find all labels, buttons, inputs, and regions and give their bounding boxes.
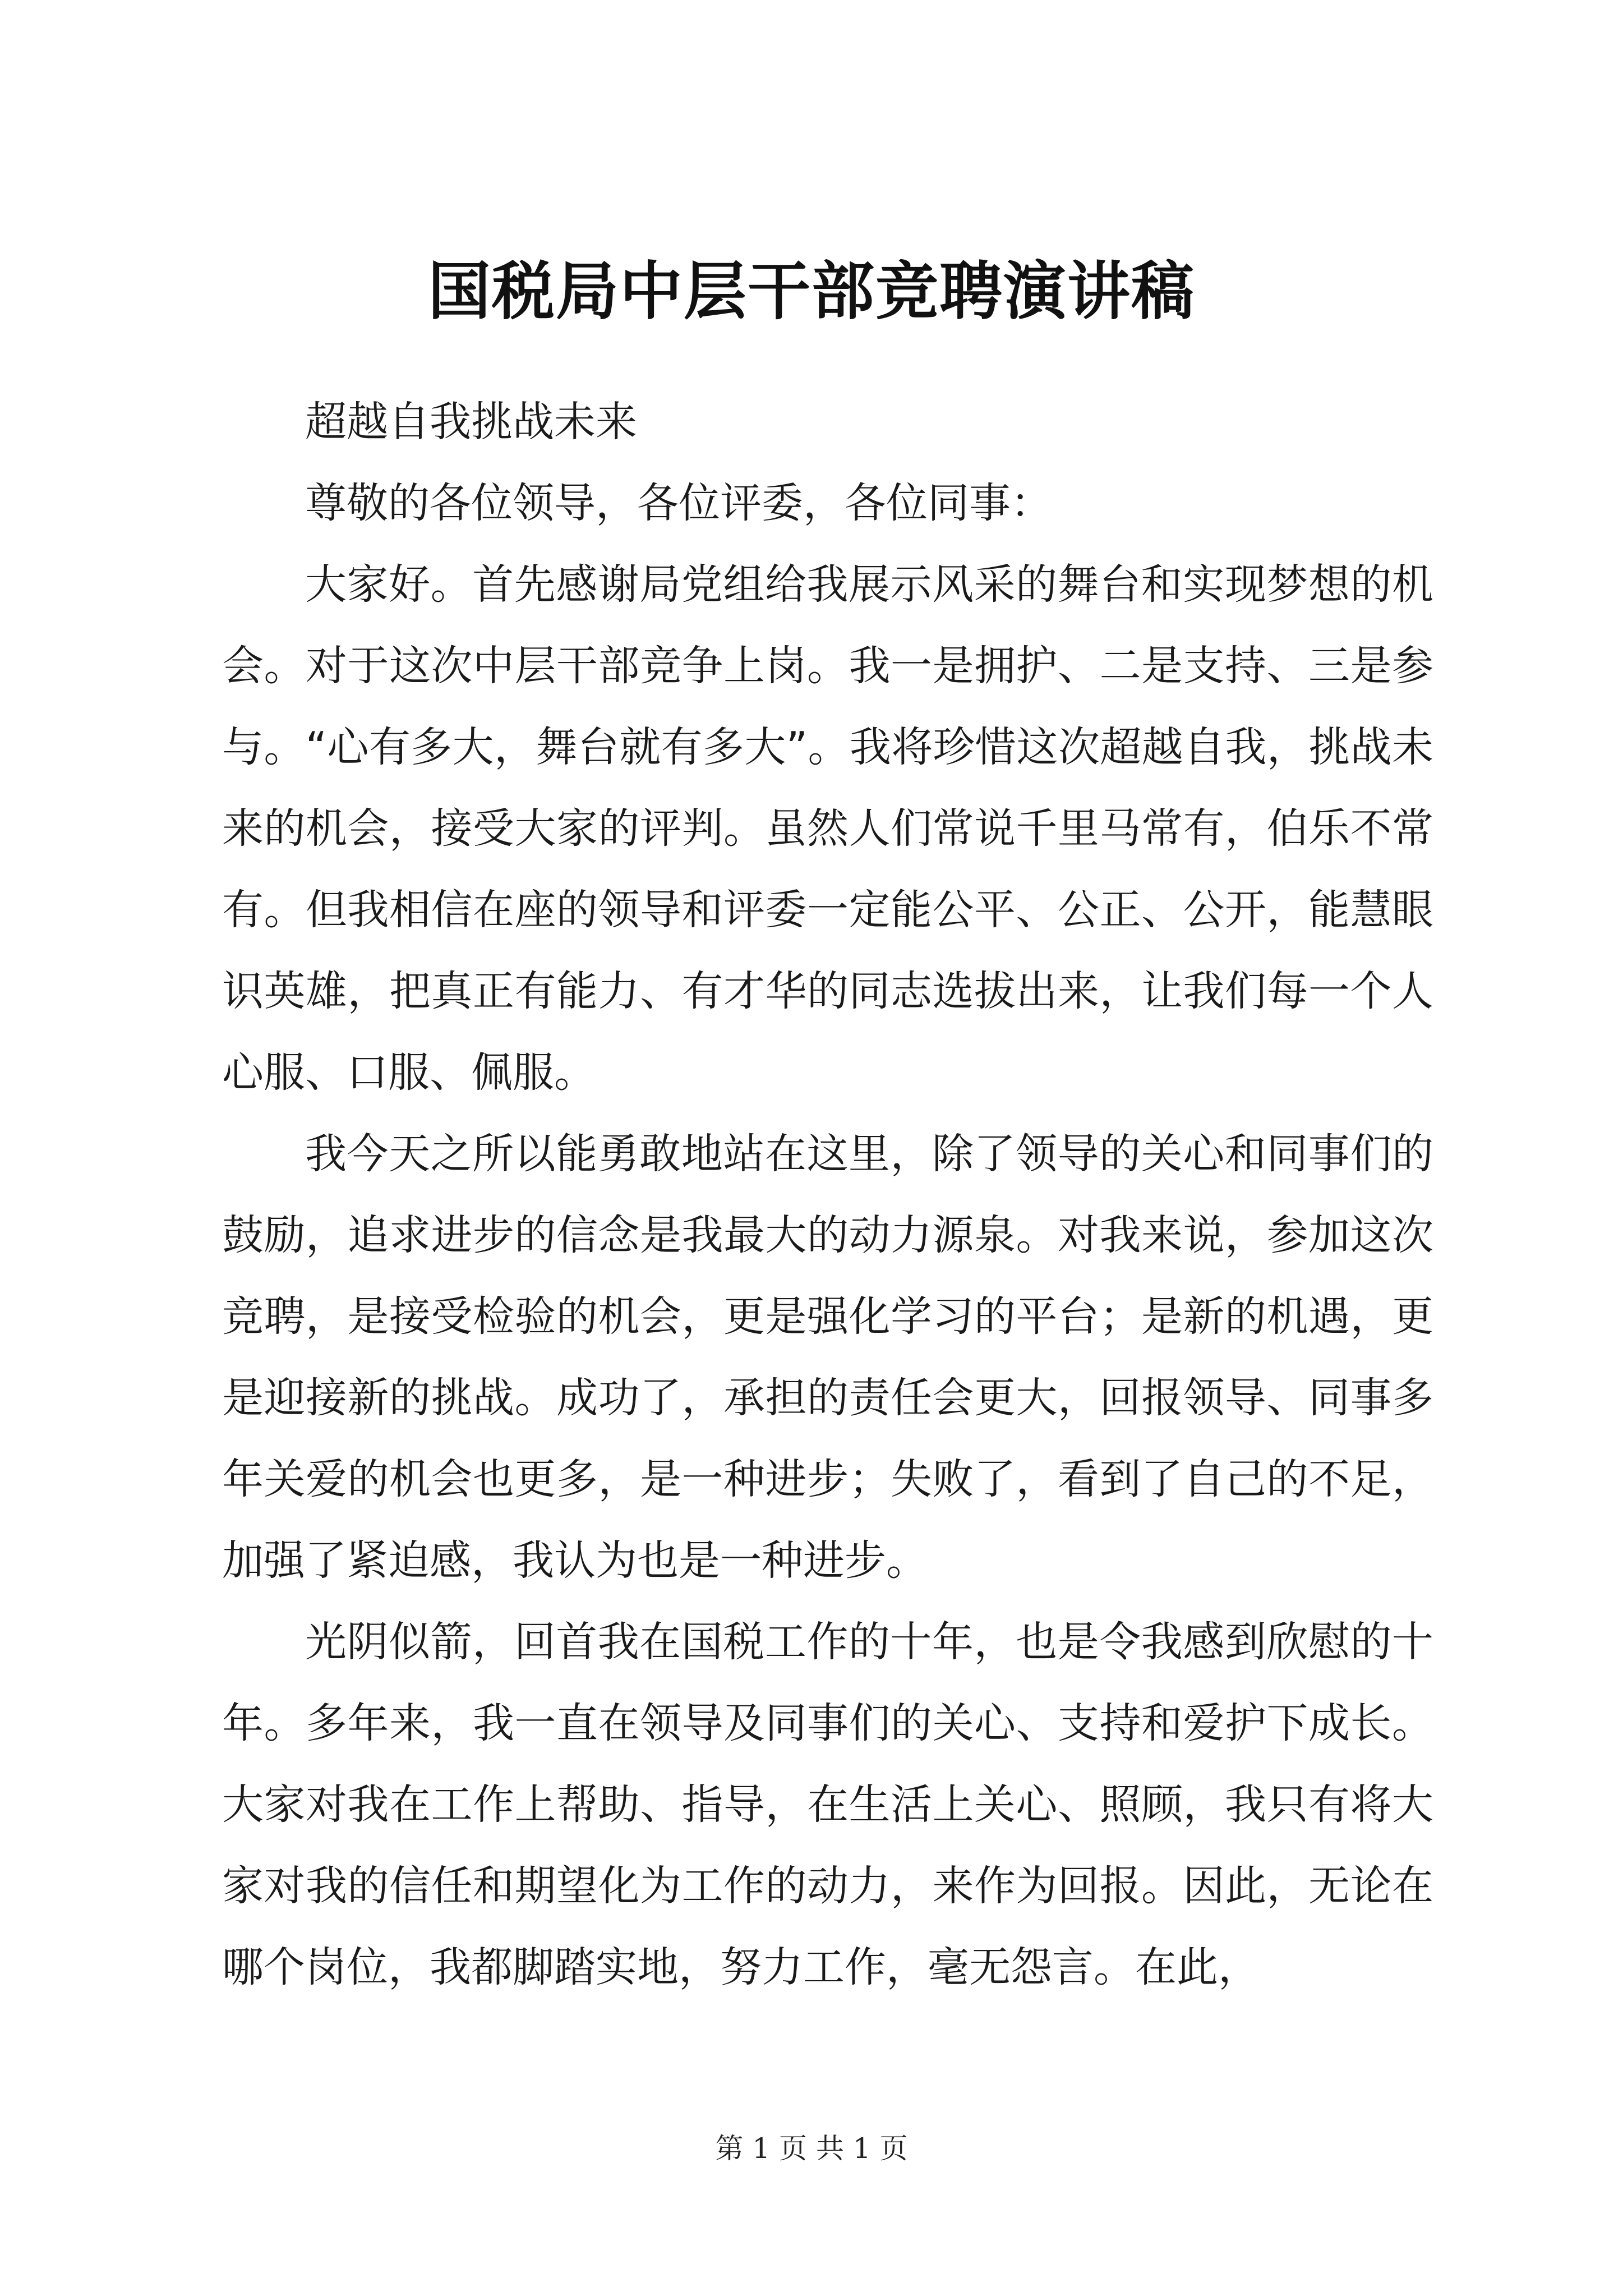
salutation-paragraph: 尊敬的各位领导，各位评委，各位同事： xyxy=(305,479,1052,527)
body-paragraph: 大家好。首先感谢局党组给我展示风采的舞台和实现梦想的机会。对于这次中层干部竞争上岗。我一是拥护、二是支持、三是参与。“心有多大，舞台就有多大”。我将珍惜这次超越自我，挑战未来的机会，接受大家的评判。虽然人们常说千里马常有，伯乐不常有。但我相信在座的领导和评委一定能公平、公正、公开，能慧眼识英雄，把真正有能力、有才华的同志选拔出来，让我们每一个人心服、口服、佩服。 xyxy=(222,560,1433,1097)
body-paragraph: 光阴似箭，回首我在国税工作的十年，也是令我感到欣慰的十年。多年来，我一直在领导及同事们的关心、支持和爱护下成长。大家对我在工作上帮助、指导，在生活上关心、照顾，我只有将大家对我的信任和期望化为工作的动力，来作为回报。因此，无论在哪个岗位，我都脚踏实地，努力工作，毫无怨言。在此， xyxy=(222,1618,1433,1991)
document-body xyxy=(222,381,1433,2008)
subtitle-paragraph: 超越自我挑战未来 xyxy=(305,398,637,446)
document-title: 国税局中层干部竞聘演讲稿 xyxy=(428,255,1195,328)
body-paragraph: 我今天之所以能勇敢地站在这里，除了领导的关心和同事们的鼓励，追求进步的信念是我最大的动力源泉。对我来说，参加这次竞聘，是接受检验的机会，更是强化学习的平台；是新的机遇，更是迎接新的挑战。成功了，承担的责任会更大，回报领导、同事多年关爱的机会也更多，是一种进步；失败了，看到了自己的不足，加强了紧迫感，我认为也是一种进步。 xyxy=(222,1130,1433,1585)
page-footer: 第 1 页 共 1 页 xyxy=(715,2132,908,2165)
